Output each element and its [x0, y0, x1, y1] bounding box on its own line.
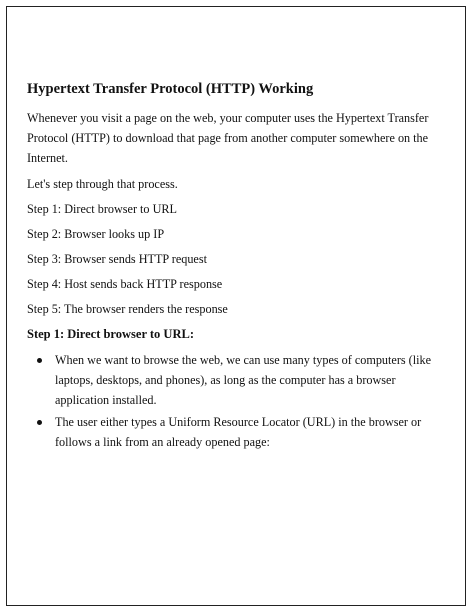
bullet-list [27, 350, 445, 452]
bullet-dot-icon [37, 358, 42, 363]
document-title: Hypertext Transfer Protocol (HTTP) Working [27, 81, 314, 97]
step-item: Step 5: The browser renders the response [27, 302, 228, 316]
bullet-text: The user either types a Uniform Resource Locator (URL) in the browser or follows a link from an already opened page: [55, 415, 422, 449]
bullet-item [27, 412, 445, 452]
bullet-item [27, 350, 445, 410]
intro-paragraph: Whenever you visit a page on the web, your computer uses the Hypertext Transfer Protocol (HTTP) to download that page from another computer somewhere on the Internet. [27, 111, 429, 165]
bullet-dot-icon [37, 420, 42, 425]
document-body [27, 80, 445, 454]
section-heading: Step 1: Direct browser to URL: [27, 327, 194, 341]
step-item: Step 4: Host sends back HTTP response [27, 277, 223, 291]
bullet-text: When we want to browse the web, we can use many types of computers (like laptops, desktops, and phones), as long as the computer has a browser application installed. [55, 353, 432, 407]
step-item: Step 3: Browser sends HTTP request [27, 252, 207, 266]
step-item: Step 1: Direct browser to URL [27, 202, 177, 216]
lead-paragraph: Let's step through that process. [27, 177, 178, 191]
step-item: Step 2: Browser looks up IP [27, 227, 165, 241]
